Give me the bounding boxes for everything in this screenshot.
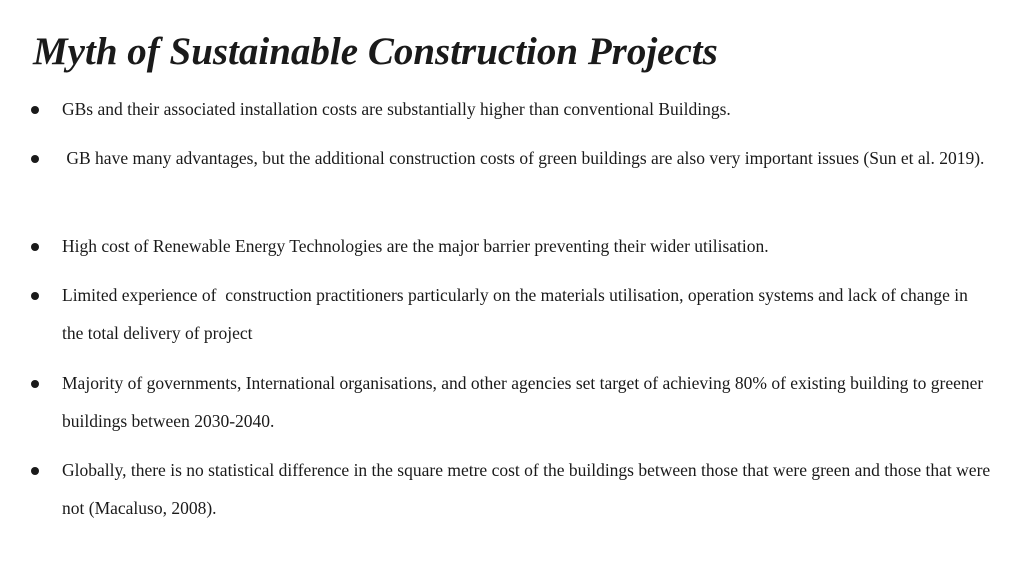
- bullet-dot-icon: [31, 467, 39, 475]
- bullet-text: Limited experience of construction practitioners particularly on the materials utilisation, operation systems and lack of change in the total delivery of project: [62, 285, 973, 343]
- bullet-text: GB have many advantages, but the additional construction costs of green buildings are also very important issues (Sun et al. 2019).: [62, 148, 985, 168]
- bullet-text: Majority of governments, International organisations, and other agencies set target of achieving 80% of existing building to greener buildings between 2030-2040.: [62, 373, 988, 431]
- bullet-dot-icon: [31, 155, 39, 163]
- bullet-dot-icon: [31, 243, 39, 251]
- bullet-text: GBs and their associated installation costs are substantially higher than conventional Buildings.: [62, 99, 731, 119]
- bullet-text: High cost of Renewable Energy Technologies are the major barrier preventing their wider utilisation.: [62, 236, 769, 256]
- bullet-text: Globally, there is no statistical difference in the square metre cost of the buildings between those that were green and those that were not (Macaluso, 2008).: [62, 460, 995, 518]
- bullet-dot-icon: [31, 106, 39, 114]
- slide-title: Myth of Sustainable Construction Projects: [33, 30, 718, 73]
- bullet-dot-icon: [31, 380, 39, 388]
- bullet-dot-icon: [31, 292, 39, 300]
